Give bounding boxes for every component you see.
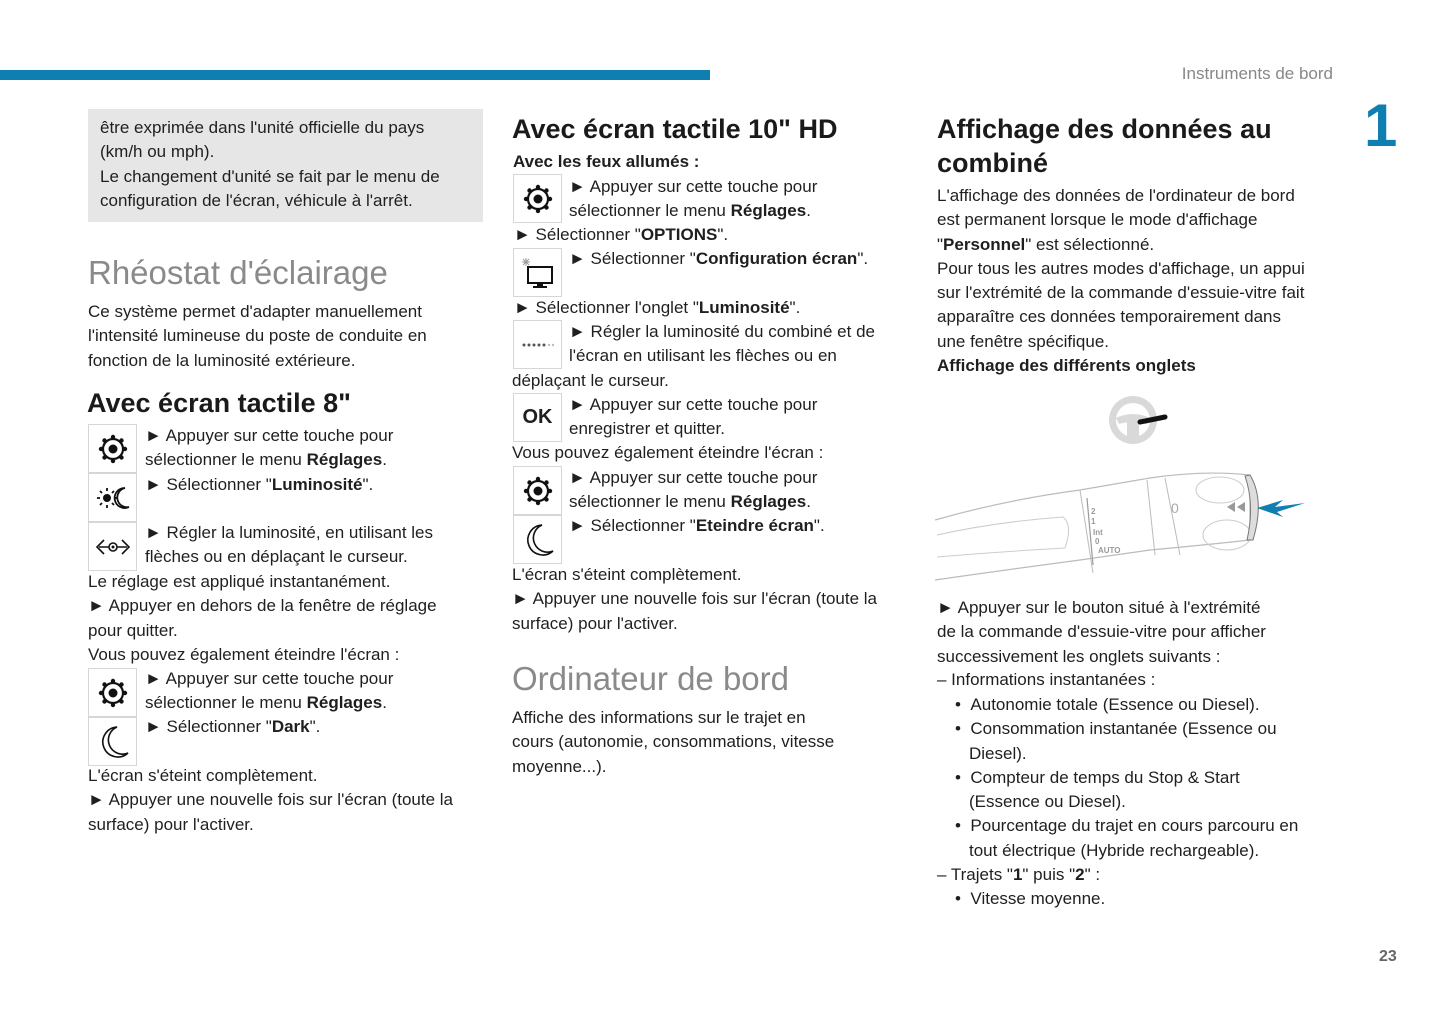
m-step-adjust: ► Régler la luminosité du combiné et de l'écran en utilisant les flèches ou en [569,322,875,366]
step-open-settings: ► Appuyer sur cette touche pour sélectionner le menu Réglages. [145,426,394,470]
list-item: • Vitesse moyenne. [955,889,1106,908]
trip-computer-text: Affiche des informations sur le trajet en cours (autonomie, consommations, vitesse moyenne...). [512,708,835,776]
stalk-label: 2 [1091,507,1096,516]
list-item: • Consommation instantanée (Essence ou Diesel). [955,719,1277,763]
brightness-sun-moon-icon [88,473,137,522]
step-open-settings-2: ► Appuyer sur cette touche pour sélectionner le menu Réglages. [145,669,394,713]
m-turn-off-label: Vous pouvez également éteindre l'écran : [512,443,824,462]
step-select-dark: ► Sélectionner "Dark". [145,717,321,736]
list-item: • Pourcentage du trajet en cours parcouru en tout électrique (Hybride rechargeable). [955,816,1299,860]
stalk-button-text: ► Appuyer sur le bouton situé à l'extrémité de la commande d'essuie-vitre pour afficher successivement les onglets suivants : [937,598,1266,666]
svg-text:0: 0 [1171,500,1179,516]
moon-screen-off-icon [513,515,562,564]
m-step-settings-2: ► Appuyer sur cette touche pour sélectionner le menu Réglages. [569,468,818,512]
cluster-display-title: Affichage des données au combiné [937,114,1272,178]
m-step-options: ► Sélectionner "OPTIONS". [514,225,729,244]
trip-computer-title: Ordinateur de bord [512,660,790,697]
stalk-label: AUTO [1098,546,1121,555]
settings-gear-icon [88,668,137,717]
tabs-title: Affichage des différents onglets [937,356,1196,375]
chapter-number: 1 [1364,92,1398,159]
stalk-label: Int [1093,528,1103,537]
m-step-screen-config: ► Sélectionner "Configuration écran". [569,249,869,268]
settings-gear-icon [513,174,562,223]
instant-info-list [955,693,1345,863]
settings-gear-icon [513,466,562,515]
cluster-display-text: L'affichage des données de l'ordinateur de bord est permanent lorsque le mode d'affichage "Personnel" est sélectionné. Pour tous les autres modes d'affichage, un appui sur l'extrémité de la commande d'essuie-vitre fait apparaître ces données temporairement dans une fenêtre spécifique. [937,186,1305,351]
wiper-stalk-illustration [935,390,1315,590]
dotted-slider-icon [513,320,562,369]
rheostat-title: Rhéostat d'éclairage [88,254,388,291]
list-item: • Autonomie totale (Essence ou Diesel). [955,695,1260,714]
m-paragraph-end: L'écran s'éteint complètement. ► Appuyer une nouvelle fois sur l'écran (toute la surface) pour l'activer. [512,565,878,633]
touchscreen-8-title: Avec écran tactile 8" [87,388,351,418]
m-step-adjust-cont: déplaçant le curseur. [512,371,669,390]
slider-arrows-icon [88,522,137,571]
section-title: Instruments de bord [1181,64,1333,83]
stalk-label: 1 [1091,517,1096,526]
page-number: 23 [1379,948,1397,965]
stalk-label: 0 [1095,537,1100,546]
settings-gear-icon [88,424,137,473]
left-paragraph-1: Le réglage est appliqué instantanément. ► Appuyer en dehors de la fenêtre de réglage pour quitter. Vous pouvez également éteindre l'écran : [88,572,437,664]
screen-config-icon [513,248,562,297]
steering-wheel-icon [1109,396,1165,444]
touchscreen-10-title: Avec écran tactile 10" HD [512,114,838,144]
lights-on-label: Avec les feux allumés : [513,152,700,171]
m-step-settings: ► Appuyer sur cette touche pour sélectionner le menu Réglages. [569,177,818,221]
note-text: être exprimée dans l'unité officielle du pays (km/h ou mph). Le changement d'unité se fait par le menu de configuration de l'écran, véhicule à l'arrêt. [100,118,440,210]
trips-label: – Trajets "1" puis "2" : [937,865,1101,884]
step-select-brightness: ► Sélectionner "Luminosité". [145,475,374,494]
list-item: • Compteur de temps du Stop & Start (Essence ou Diesel). [955,767,1240,812]
rheostat-text: Ce système permet d'adapter manuellement l'intensité lumineuse du poste de conduite en fonction de la luminosité extérieure. [88,302,427,370]
ok-button-icon: OK [513,393,562,442]
m-step-save: ► Appuyer sur cette touche pour enregistrer et quitter. [569,395,818,439]
m-step-brightness-tab: ► Sélectionner l'onglet "Luminosité". [514,298,801,317]
left-paragraph-2: L'écran s'éteint complètement. ► Appuyer une nouvelle fois sur l'écran (toute la surface) pour l'activer. [88,766,454,834]
moon-dark-icon [88,717,137,766]
step-adjust-brightness: ► Régler la luminosité, en utilisant les flèches ou en déplaçant le curseur. [145,523,434,567]
m-step-screen-off: ► Sélectionner "Eteindre écran". [569,516,825,535]
header-accent-bar [0,70,710,80]
instant-info-label: – Informations instantanées : [937,670,1156,689]
